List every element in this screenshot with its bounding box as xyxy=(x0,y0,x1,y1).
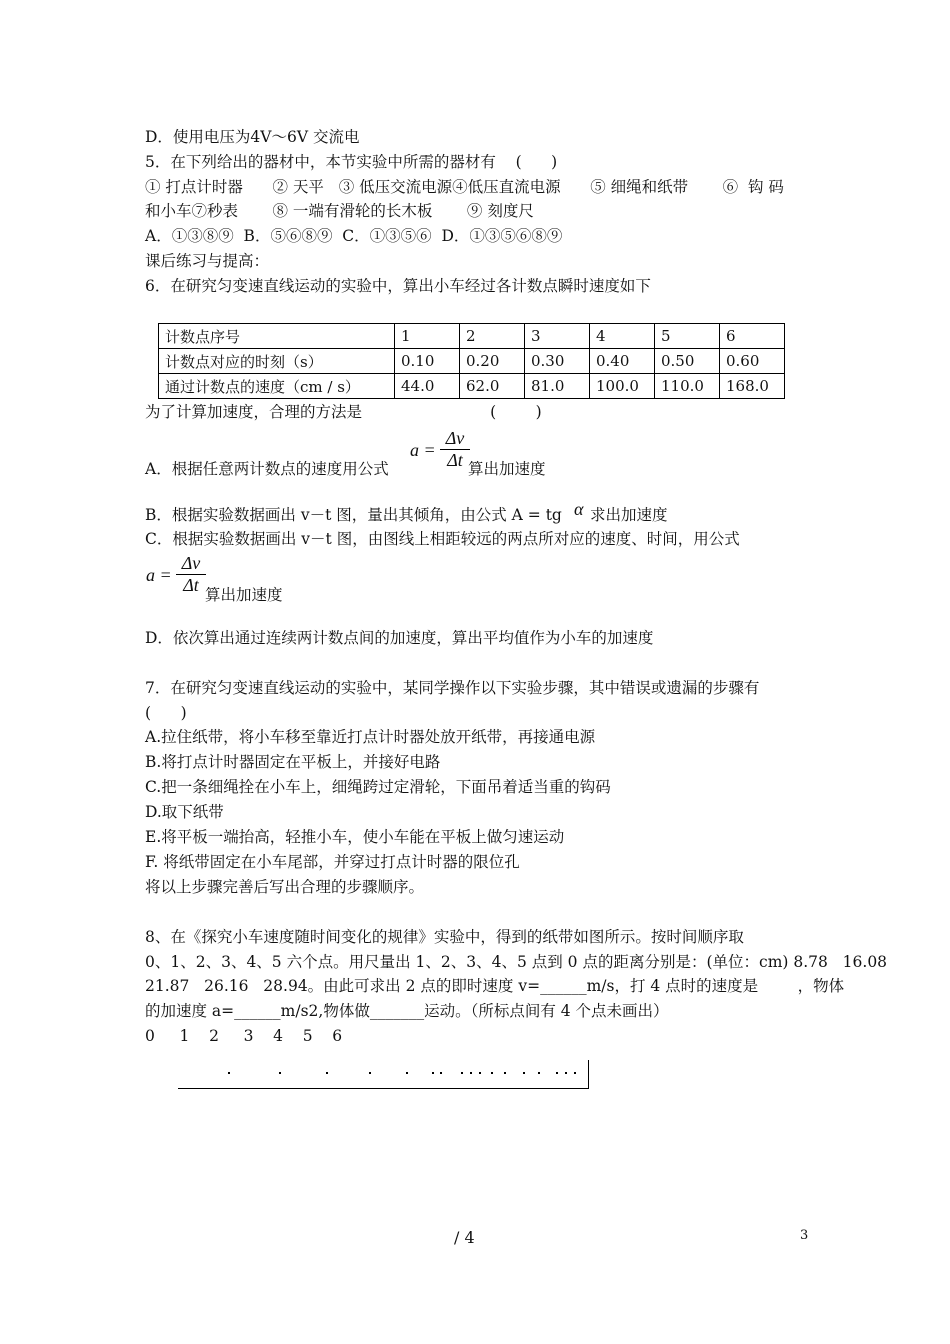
formula-numerator: Δv xyxy=(445,428,465,448)
tape-point-labels: 0 1 2 3 4 5 6 xyxy=(145,1027,343,1045)
tape-dot xyxy=(279,1072,281,1074)
text-line: 算出加速度 xyxy=(468,460,546,478)
formula-lhs: a = xyxy=(410,440,436,460)
text-line: 求出加速度 xyxy=(590,506,668,524)
table-cell: 3 xyxy=(525,324,590,349)
question-6: 6．在研究匀变速直线运动的实验中，算出小车经过各计数点瞬时速度如下 xyxy=(145,277,651,295)
question-5: 5．在下列给出的器材中，本节实验中所需的器材有 ( ) xyxy=(145,153,558,171)
tape-dot xyxy=(504,1072,506,1074)
table-cell: 4 xyxy=(590,324,655,349)
tape-dot xyxy=(574,1072,576,1074)
tape-dot xyxy=(326,1072,328,1074)
table-cell: 0.60 xyxy=(720,349,785,374)
table-cell: 44.0 xyxy=(395,374,460,399)
step-b: B.将打点计时器固定在平板上，并接好电路 xyxy=(145,753,441,771)
text-line: 将以上步骤完善后写出合理的步骤顺序。 xyxy=(145,878,425,896)
alpha-symbol: α xyxy=(574,499,584,519)
tape-dot xyxy=(538,1072,540,1074)
tape-dot xyxy=(479,1072,481,1074)
step-c: C.把一条细绳拴在小车上，细绳跨过定滑轮，下面吊着适当重的钩码 xyxy=(145,778,611,796)
table-cell: 0.10 xyxy=(395,349,460,374)
table-cell: 110.0 xyxy=(655,374,720,399)
tape-dot xyxy=(523,1072,525,1074)
formula-lhs: a = xyxy=(146,565,172,585)
table-cell: 0.40 xyxy=(590,349,655,374)
table-cell: 5 xyxy=(655,324,720,349)
option-d: D．依次算出通过连续两计数点间的加速度，算出平均值作为小车的加速度 xyxy=(145,629,654,647)
table-cell: 2 xyxy=(460,324,525,349)
text-line: 21.87 26.16 28.94。由此可求出 2 点的即时速度 v=______m/s，打 4 点时的速度是 ，物体 xyxy=(145,977,845,995)
tape-dot xyxy=(228,1072,230,1074)
text-line: 和小车⑦秒表 ⑧ 一端有滑轮的长木板 ⑨ 刻度尺 xyxy=(145,202,534,220)
tape-dot xyxy=(556,1072,558,1074)
option-c: C．根据实验数据画出 v－t 图，由图线上相距较远的两点所对应的速度、时间，用公式 xyxy=(145,530,740,548)
formula-denominator: Δt xyxy=(176,574,206,596)
option-b: B．根据实验数据画出 v－t 图，量出其倾角，由公式 A = tg xyxy=(145,506,562,524)
table-cell: 168.0 xyxy=(720,374,785,399)
tape-dot xyxy=(432,1072,434,1074)
tape-dot xyxy=(440,1072,442,1074)
text-line: 的加速度 a=______m/s2,物体做_______运动。（所标点间有 4 个点未画出） xyxy=(145,1002,669,1020)
table-row xyxy=(159,349,785,374)
tape-dot xyxy=(491,1072,493,1074)
velocity-table xyxy=(158,323,785,399)
page-number: 3 xyxy=(800,1228,809,1243)
table-cell: 81.0 xyxy=(525,374,590,399)
table-cell: 100.0 xyxy=(590,374,655,399)
step-a: A.拉住纸带，将小车移至靠近打点计时器处放开纸带，再接通电源 xyxy=(145,728,596,746)
table-cell: 6 xyxy=(720,324,785,349)
table-cell: 62.0 xyxy=(460,374,525,399)
option-a: A．根据任意两计数点的速度用公式 xyxy=(145,460,389,478)
text-line: ( ) xyxy=(145,704,187,722)
tape-dot xyxy=(461,1072,463,1074)
table-cell: 通过计数点的速度（cm / s） xyxy=(159,374,395,399)
table-cell: 计数点对应的时刻（s） xyxy=(159,349,395,374)
paper-tape-figure xyxy=(178,1060,589,1089)
table-cell: 1 xyxy=(395,324,460,349)
question-8: 8、在《探究小车速度随时间变化的规律》实验中，得到的纸带如图所示。按时间顺序取 xyxy=(145,928,744,946)
tape-dot xyxy=(565,1072,567,1074)
formula-numerator: Δv xyxy=(181,553,201,573)
tape-dot xyxy=(369,1072,371,1074)
text-line: 算出加速度 xyxy=(205,586,283,604)
table-cell: 0.20 xyxy=(460,349,525,374)
text-line: 0、1、2、3、4、5 六个点。用尺量出 1、2、3、4、5 点到 0 点的距离分别是：(单位：cm) 8.78 16.08 xyxy=(145,953,888,971)
tape-dot xyxy=(470,1072,472,1074)
table-cell: 计数点序号 xyxy=(159,324,395,349)
step-d: D.取下纸带 xyxy=(145,803,224,821)
page-count: / 4 xyxy=(454,1228,475,1247)
tape-dot xyxy=(406,1072,408,1074)
options-line: A．①③⑧⑨ B．⑤⑥⑧⑨ C．①③⑤⑥ D．①③⑤⑥⑧⑨ xyxy=(145,227,563,245)
question-7: 7．在研究匀变速直线运动的实验中，某同学操作以下实验步骤，其中错误或遗漏的步骤有 xyxy=(145,679,760,697)
text-line: ① 打点计时器 ② 天平 ③ 低压交流电源④低压直流电源 ⑤ 细绳和纸带 ⑥ 钩 码 xyxy=(145,178,784,196)
table-row xyxy=(159,374,785,399)
text-line: 为了计算加速度，合理的方法是 ( ) xyxy=(145,403,542,421)
table-cell: 0.30 xyxy=(525,349,590,374)
step-f: F. 将纸带固定在小车尾部，并穿过打点计时器的限位孔 xyxy=(145,853,520,871)
text-line: D．使用电压为4V～6V 交流电 xyxy=(145,128,360,146)
table-cell: 0.50 xyxy=(655,349,720,374)
table-row xyxy=(159,324,785,349)
section-heading: 课后练习与提高： xyxy=(145,252,270,270)
step-e: E.将平板一端抬高，轻推小车，使小车能在平板上做匀速运动 xyxy=(145,828,565,846)
formula-denominator: Δt xyxy=(440,449,470,471)
